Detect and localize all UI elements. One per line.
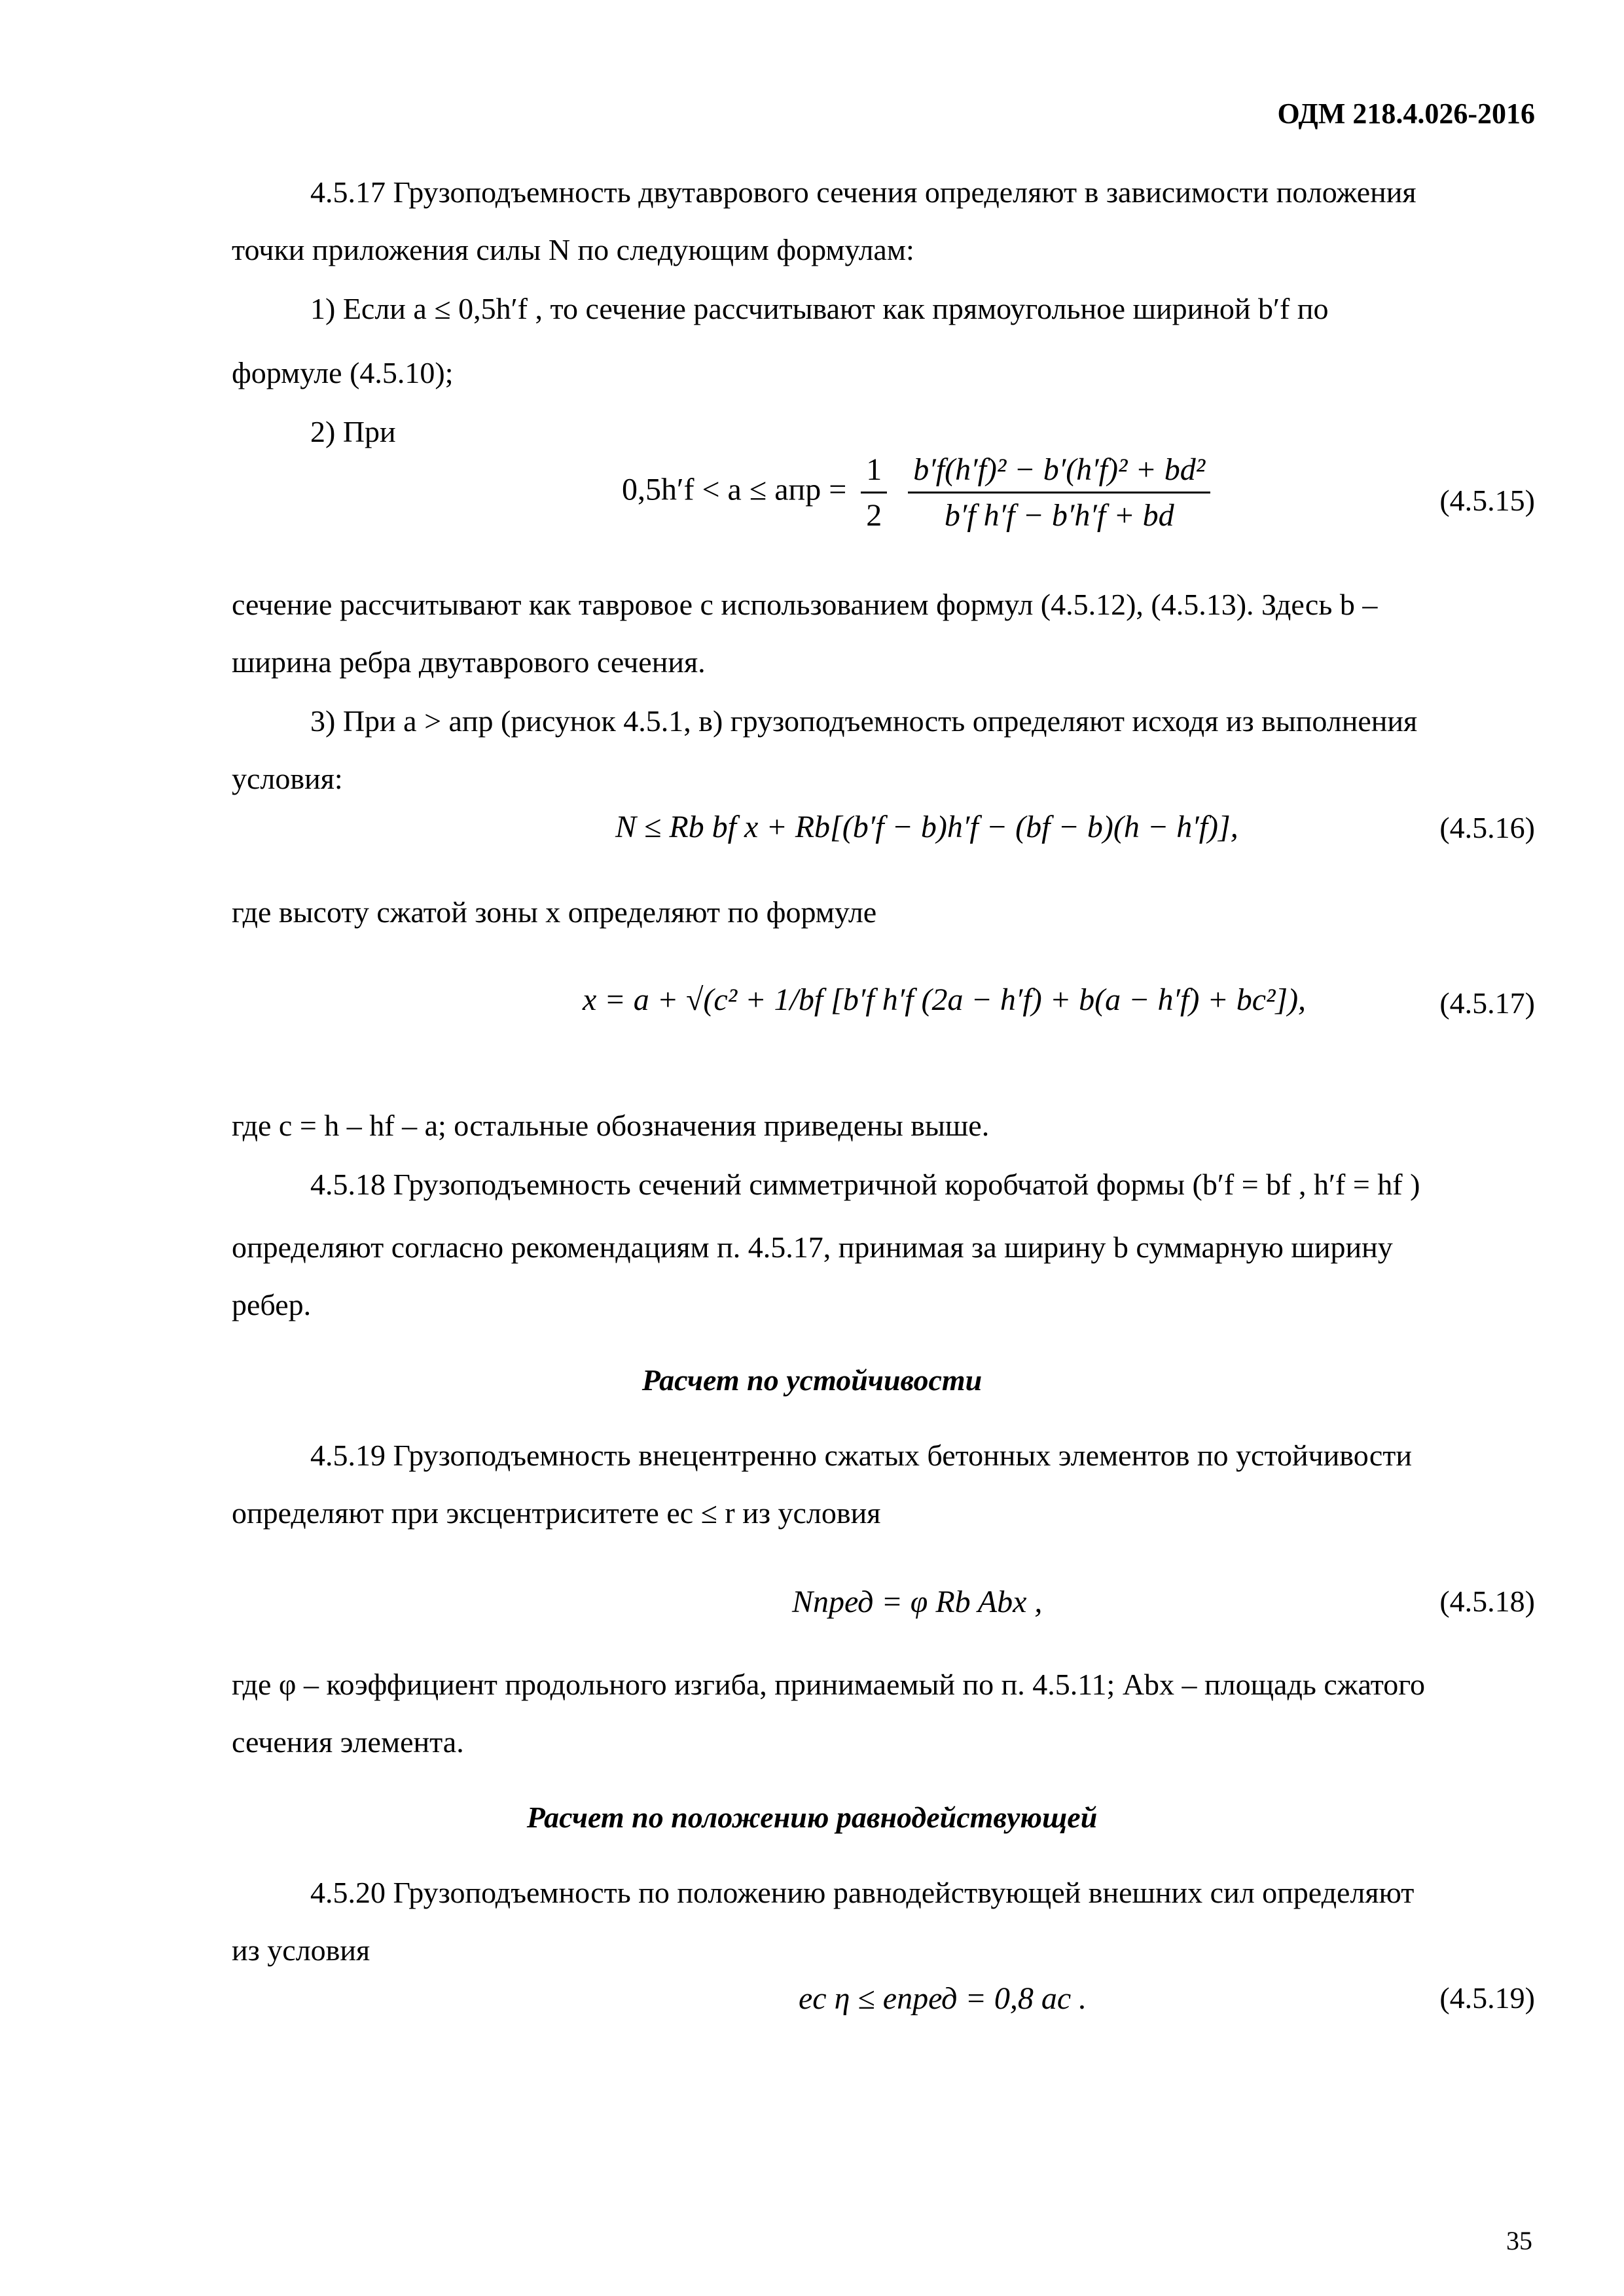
document-code-header: ОДМ 218.4.026-2016 <box>1277 98 1535 130</box>
section-heading-stability: Расчет по устойчивости <box>641 1363 983 1397</box>
paragraph-4-5-20-line2: из условия <box>232 1933 370 1967</box>
section-heading-resultant: Расчет по положению равнодействующей <box>526 1801 1098 1834</box>
paragraph-case1-line1: 1) Если a ≤ 0,5h′f , то сечение рассчитывают как прямоугольное шириной b′f по <box>310 292 1329 325</box>
paragraph-4-5-17-line2: точки приложения силы N по следующим формулам: <box>232 233 914 266</box>
formula-label-4-5-16: (4.5.16) <box>1439 811 1535 844</box>
formula-4-5-17: x = a + √(c² + 1/bf [b′f h′f (2a − h′f) + b(a − h′f) + bc²]), <box>583 982 1307 1017</box>
formula-4-5-16: N ≤ Rb bf x + Rb[(b′f − b)h′f − (bf − b)(h − h′f)], <box>615 810 1238 844</box>
formula-label-4-5-19: (4.5.19) <box>1439 1981 1535 2015</box>
paragraph-c-definition: где c = h – hf – a; остальные обозначения приведены выше. <box>232 1109 990 1142</box>
page-number: 35 <box>1506 2226 1532 2255</box>
paragraph-compressed-zone: где высоту сжатой зоны x определяют по формуле <box>232 895 877 929</box>
formula-4-5-15-denominator: b′f h′f − b′h′f + bd <box>944 498 1174 533</box>
paragraph-4-5-18-line3: ребер. <box>232 1288 312 1321</box>
paragraph-4-5-17-line1: 4.5.17 Грузоподъемность двутаврового сечения определяют в зависимости положения <box>310 175 1416 209</box>
formula-4-5-15-fraction <box>908 452 1210 533</box>
paragraph-4-5-19-line1: 4.5.19 Грузоподъемность внецентренно сжатых бетонных элементов по устойчивости <box>310 1439 1412 1472</box>
paragraph-tee-section-line2: ширина ребра двутаврового сечения. <box>232 645 706 679</box>
formula-4-5-19: ec η ≤ eпред = 0,8 ac . <box>799 1981 1087 2016</box>
formula-4-5-15-coefficient: $\frac{1}{2}$ <box>861 452 887 533</box>
paragraph-4-5-18-line2: определяют согласно рекомендациям п. 4.5.17, принимая за ширину b суммарную ширину <box>232 1230 1393 1264</box>
formula-label-4-5-18: (4.5.18) <box>1439 1585 1535 1618</box>
formula-label-4-5-17: (4.5.17) <box>1439 986 1535 1020</box>
paragraph-4-5-20-line1: 4.5.20 Грузоподъемность по положению равнодействующей внешних сил определяют <box>310 1876 1415 1909</box>
paragraph-case3-line1: 3) При a > aпр (рисунок 4.5.1, в) грузоподъемность определяют исходя из выполнения <box>310 704 1418 738</box>
formula-4-5-15-numerator: b′f(h′f)² − b′(h′f)² + bd² <box>908 452 1210 493</box>
formula-4-5-18: Nпред = φ Rb Abx , <box>792 1585 1043 1619</box>
formula-4-5-15 <box>622 452 1217 533</box>
paragraph-buckling-coefficient-line2: сечения элемента. <box>232 1725 464 1759</box>
formula-label-4-5-15: (4.5.15) <box>1439 484 1535 517</box>
paragraph-4-5-18-line1: 4.5.18 Грузоподъемность сечений симметричной коробчатой формы (b′f = bf , h′f = hf ) <box>310 1168 1420 1201</box>
formula-4-5-15-lhs: 0,5h′f < a ≤ aпр = <box>622 472 855 507</box>
paragraph-tee-section-line1: сечение рассчитывают как тавровое с использованием формул (4.5.12), (4.5.13). Здесь b – <box>232 588 1378 621</box>
paragraph-case1-line2: формуле (4.5.10); <box>232 356 454 389</box>
paragraph-case3-line2: условия: <box>232 762 343 795</box>
paragraph-buckling-coefficient-line1: где φ – коэффициент продольного изгиба, принимаемый по п. 4.5.11; Abx – площадь сжатого <box>232 1668 1425 1701</box>
paragraph-4-5-19-line2: определяют при эксцентриситете ec ≤ r из условия <box>232 1496 881 1530</box>
paragraph-case2: 2) При <box>310 415 396 448</box>
